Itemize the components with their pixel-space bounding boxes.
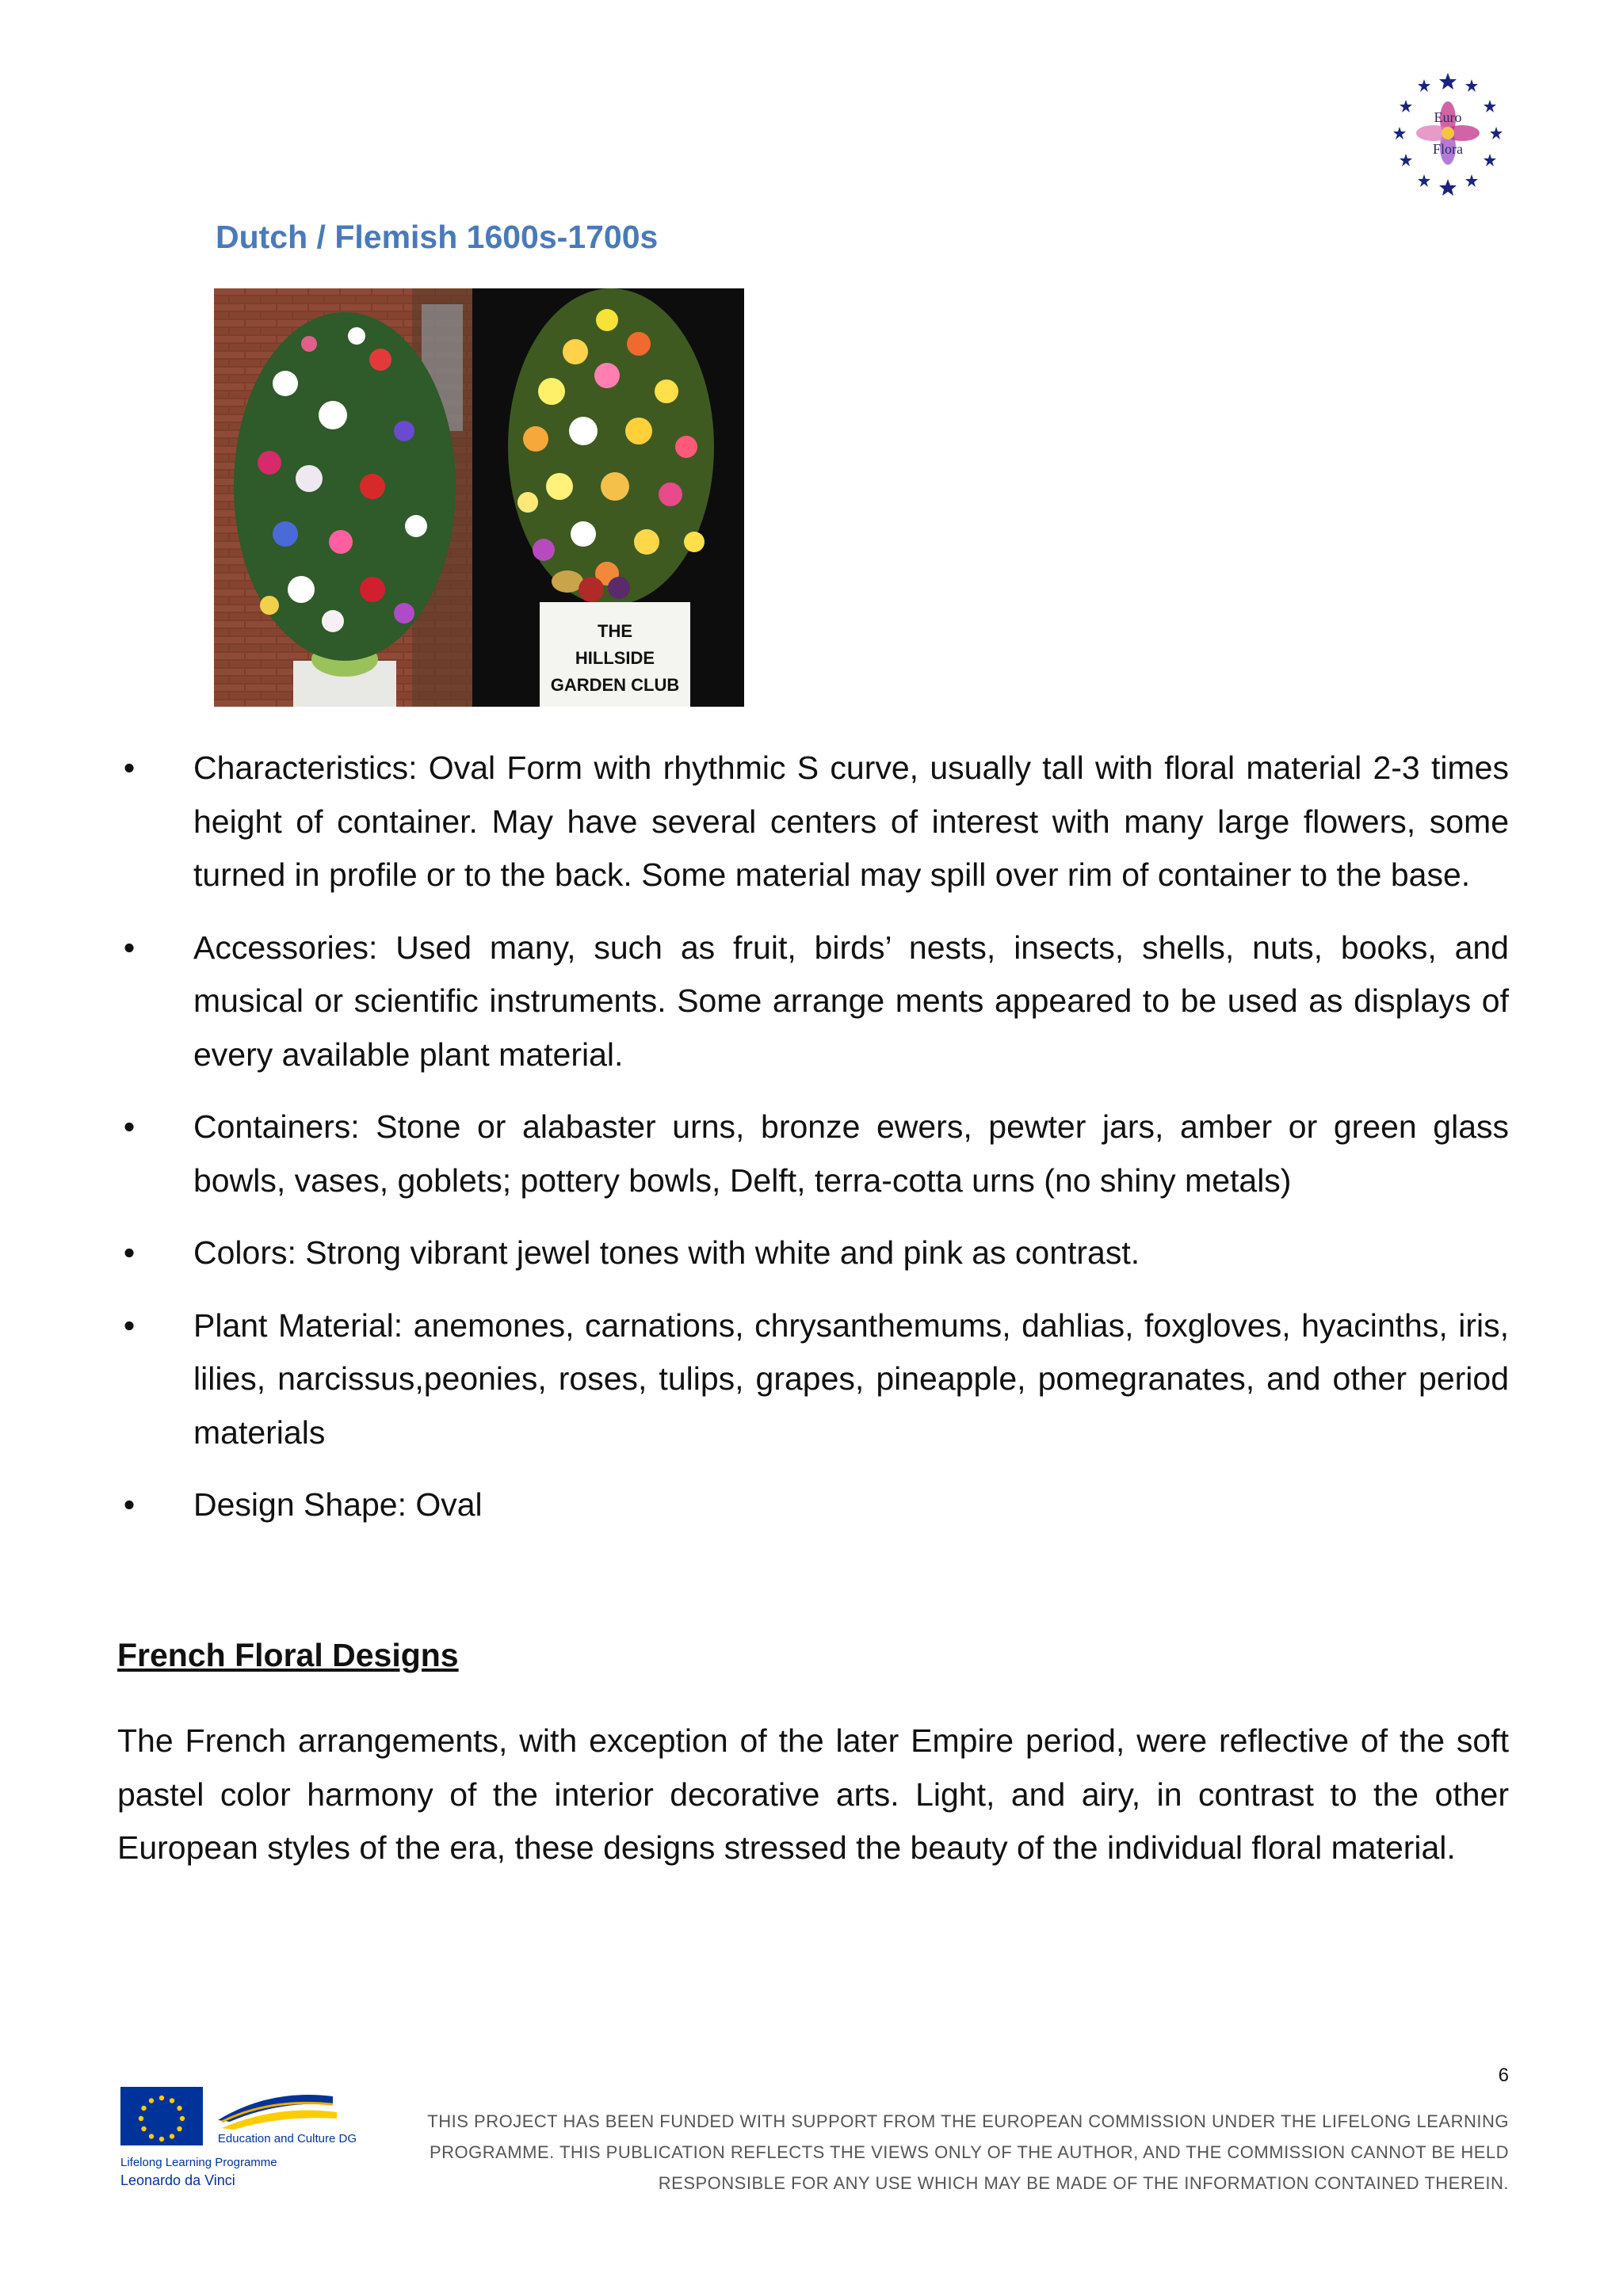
list-item bbox=[117, 1226, 1509, 1280]
disclaimer-line: THIS PROJECT HAS BEEN FUNDED WITH SUPPORT FROM THE EUROPEAN COMMISSION UNDER THE LIFELONG LEARNING bbox=[427, 2111, 1509, 2131]
disclaimer-line: PROGRAMME. THIS PUBLICATION REFLECTS THE VIEWS ONLY OF THE AUTHOR, AND THE COMMISSION CANNOT BE HELD bbox=[429, 2142, 1509, 2162]
list-item bbox=[117, 921, 1509, 1082]
photo-dutch-arrangement-brick bbox=[214, 288, 472, 707]
page-number: 6 bbox=[1498, 2065, 1509, 2086]
sign-line-1: THE bbox=[598, 621, 632, 641]
eu-lifelong-learning-logo bbox=[119, 2073, 357, 2203]
disclaimer-line: RESPONSIBLE FOR ANY USE WHICH MAY BE MADE OF THE INFORMATION CONTAINED THEREIN. bbox=[658, 2173, 1509, 2193]
list-item-text: Characteristics: Oval Form with rhythmic S curve, usually tall with floral material 2-3 times height of container. May have several centers of interest with many large flowers, some turned in profile or to the back. Some material may spill over rim of container to the base. bbox=[193, 749, 1509, 893]
list-item-text: Containers: Stone or alabaster urns, bronze ewers, pewter jars, amber or green glass bowls, vases, goblets; pottery bowls, Delft, terra-cotta urns (no shiny metals) bbox=[193, 1108, 1509, 1199]
sign-line-3: GARDEN CLUB bbox=[550, 675, 680, 695]
bullet-icon: • bbox=[123, 1234, 136, 1271]
bullet-icon: • bbox=[123, 1486, 136, 1523]
section-heading-dutch-flemish: Dutch / Flemish 1600s-1700s bbox=[216, 219, 659, 255]
list-item-text: Colors: Strong vibrant jewel tones with white and pink as contrast. bbox=[193, 1234, 1140, 1271]
eu-logo-text-programme: Lifelong Learning Programme bbox=[120, 2156, 277, 2169]
list-item bbox=[117, 1478, 1509, 1532]
list-item-text: Plant Material: anemones, carnations, chrysanthemums, dahlias, foxgloves, hyacinths, iris, lilies, narcissus,peonies, roses, tulips, grapes, pineapple, pomegranates, and other period materials bbox=[193, 1306, 1509, 1451]
bullet-icon: • bbox=[123, 1306, 136, 1344]
photo-hillside-garden-club-arrangement bbox=[472, 288, 744, 707]
characteristics-list bbox=[117, 742, 1509, 1551]
list-item bbox=[117, 742, 1509, 902]
logo-text-euro: Euro bbox=[1434, 109, 1462, 125]
bullet-icon: • bbox=[123, 1108, 136, 1145]
bullet-icon: • bbox=[123, 929, 136, 966]
euroflora-logo-graphic bbox=[1388, 70, 1507, 196]
euroflora-logo bbox=[1388, 70, 1507, 196]
section-title-french: French Floral Designs bbox=[117, 1637, 459, 1673]
sign-line-2: HILLSIDE bbox=[575, 648, 655, 668]
eu-logo-text-dg: Education and Culture DG bbox=[217, 2132, 357, 2145]
list-item bbox=[117, 1299, 1509, 1460]
french-paragraph: The French arrangements, with exception of the later Empire period, were reflective of the soft pastel color harmony of the interior decorative arts. Light, and airy, in contrast to the other European styles of the era, these designs stressed the beauty of the individual floral material. bbox=[117, 1722, 1509, 1866]
funding-disclaimer bbox=[358, 2106, 1509, 2199]
eu-logo-text-leonardo: Leonardo da Vinci bbox=[120, 2172, 235, 2188]
list-item bbox=[117, 1100, 1509, 1207]
logo-text-flora: Flora bbox=[1433, 141, 1463, 157]
bullet-icon: • bbox=[123, 749, 136, 786]
list-item-text: Accessories: Used many, such as fruit, birds’ nests, insects, shells, nuts, books, and musical or scientific instruments. Some arrange ments appeared to be used as displays of every available plant material. bbox=[193, 929, 1509, 1073]
list-item-text: Design Shape: Oval bbox=[193, 1486, 483, 1523]
